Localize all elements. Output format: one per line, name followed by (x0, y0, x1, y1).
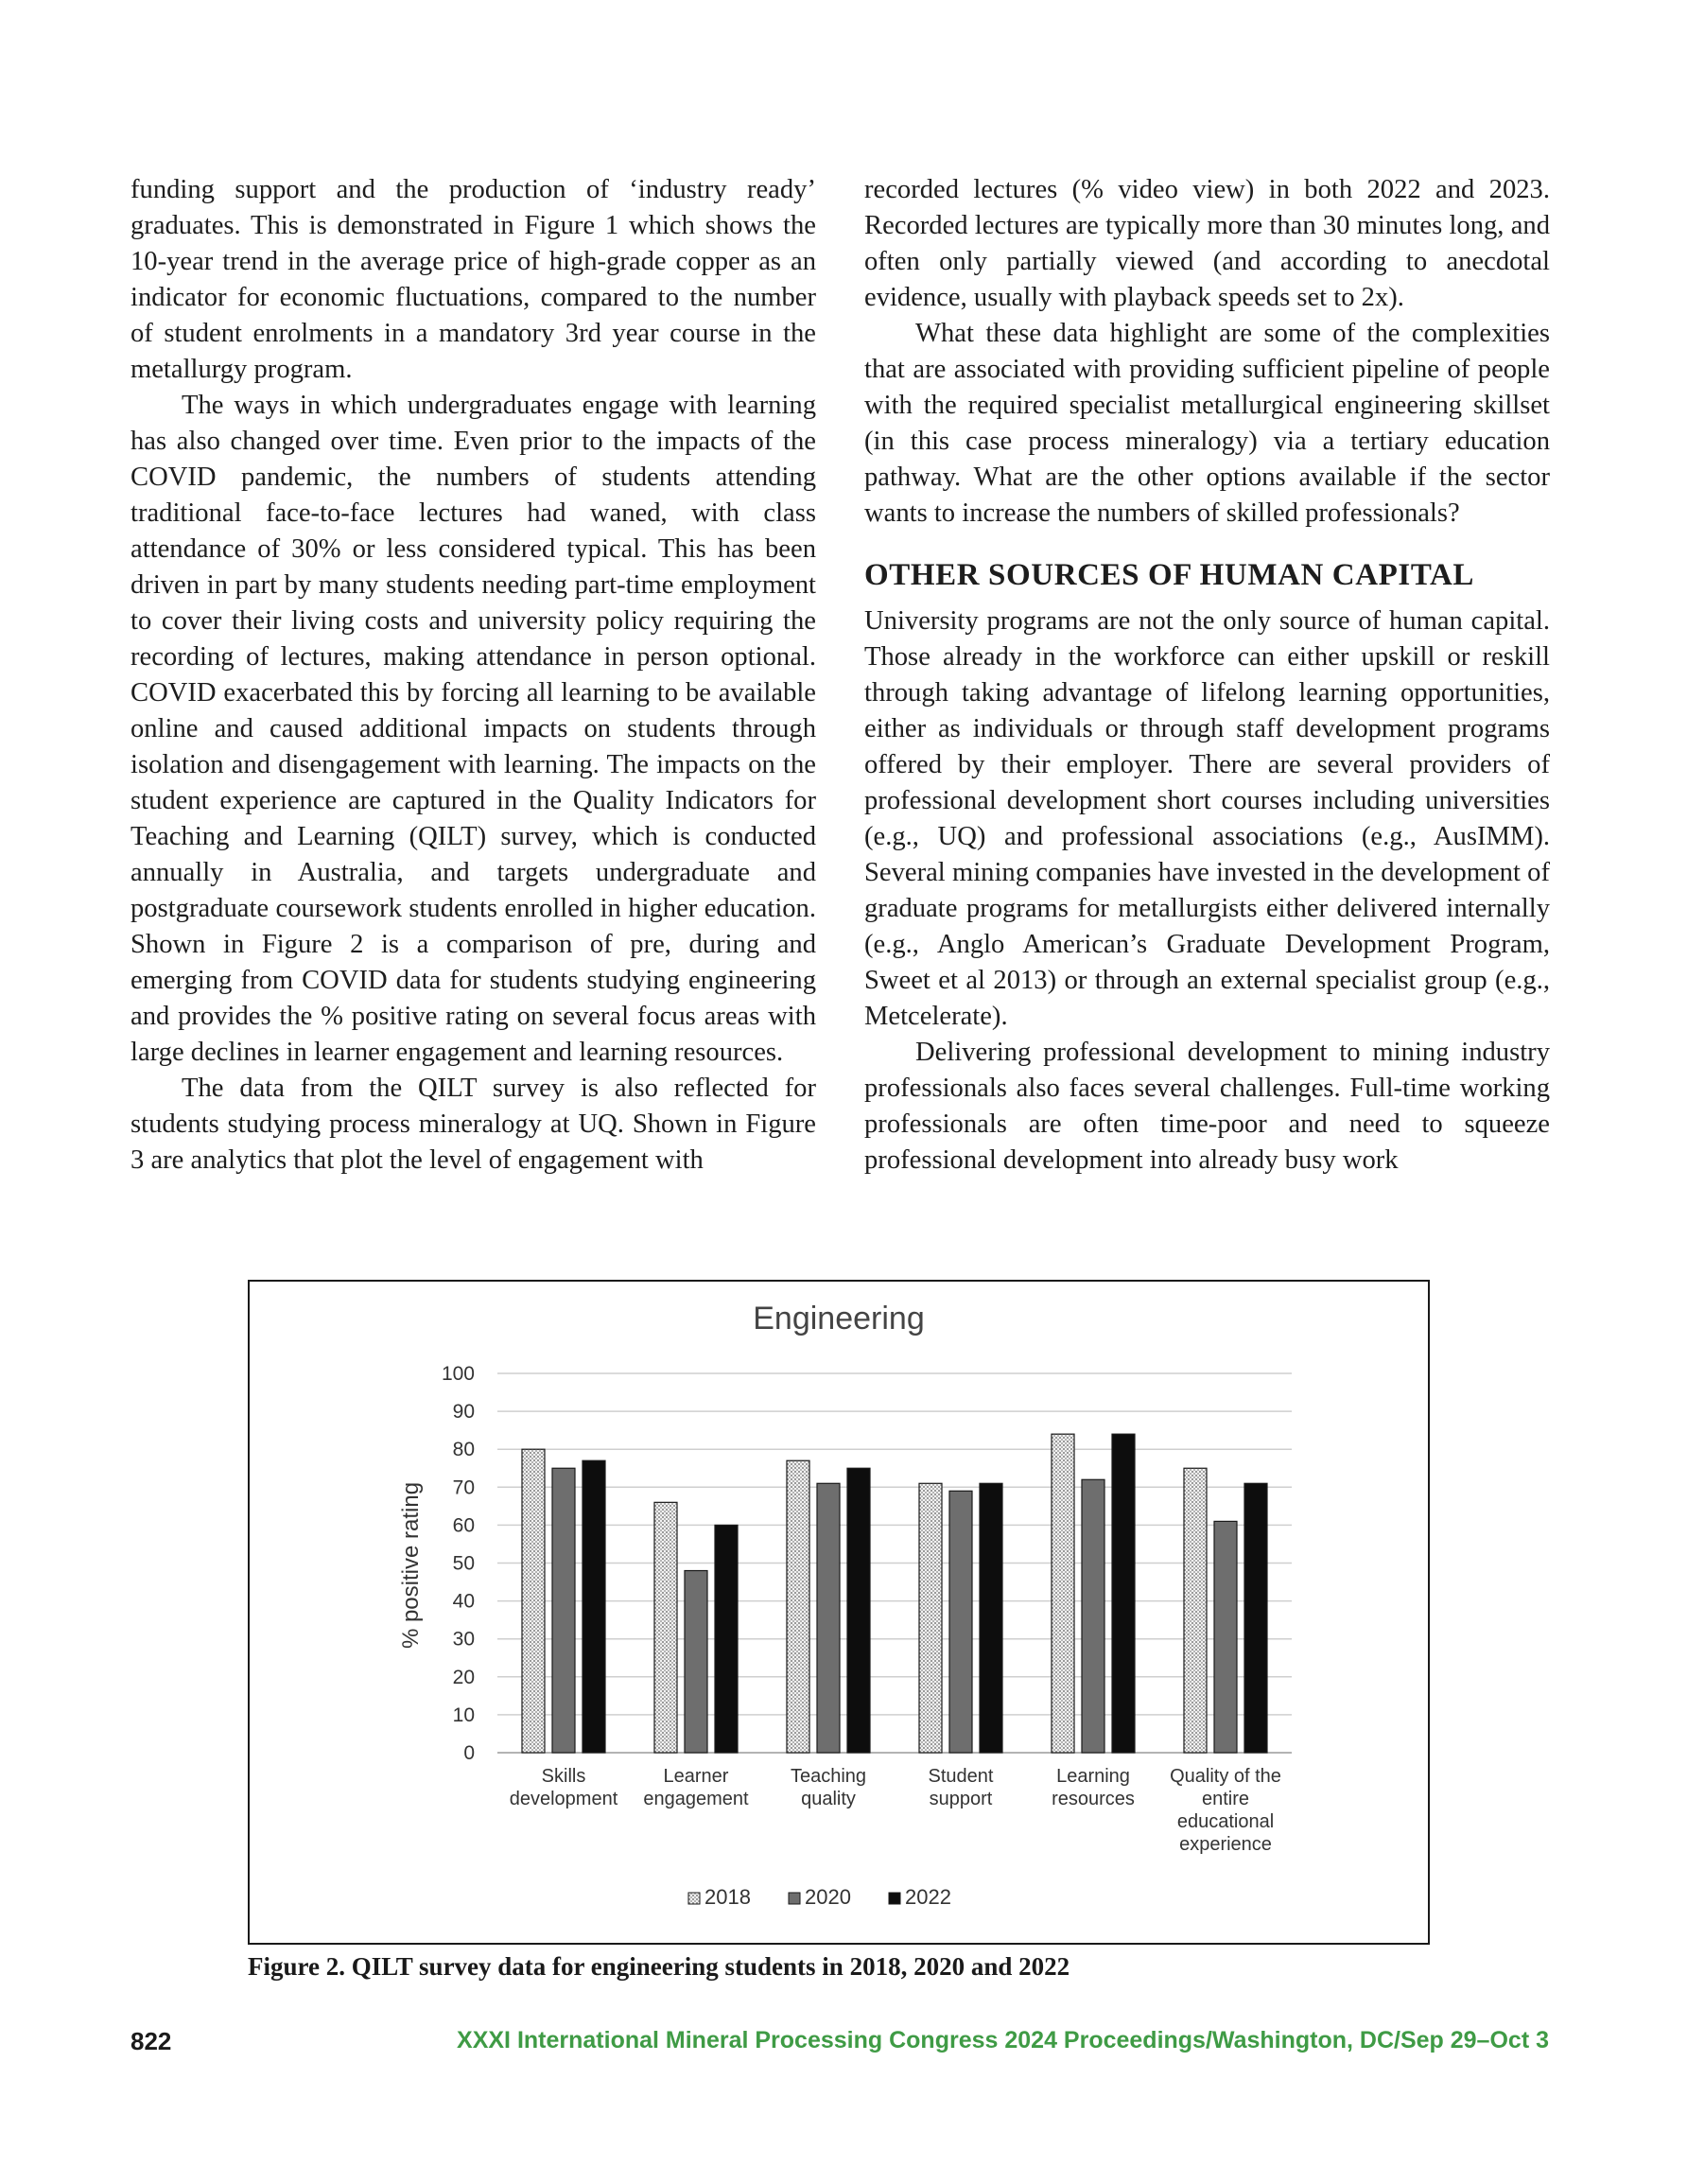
legend-label: 2020 (805, 1885, 851, 1909)
chart-title: Engineering (753, 1301, 925, 1337)
page-number: 822 (130, 2027, 172, 2055)
x-tick-label: entire (1201, 1789, 1250, 1809)
right-paragraph-3: University programs are not the only source of human capital. Those already in the workforce can either upskill or reskill through taking advantage of lifelong learning opportunities, either as individuals or through staff development programs offered by their employer. There are several providers of professional development short courses including universities (e.g., UQ) and professional associations (e.g., AusIMM). Several mining companies have invested in the development of graduate programs for metallurgists either delivered internally (e.g., Anglo American’s Graduate Development Program, Sweet et al 2013) or through an external specialist group (e.g., Metcelerate). (864, 606, 1550, 1031)
x-tick-label: educational (1176, 1811, 1275, 1832)
bar-2018 (1184, 1468, 1207, 1753)
bar-2020 (817, 1483, 840, 1753)
bar-2018 (787, 1460, 809, 1753)
x-tick-label: support (929, 1789, 993, 1809)
y-tick-label: 70 (452, 1476, 475, 1499)
bar-2022 (1244, 1483, 1267, 1753)
figure-chart-frame (248, 1280, 1430, 1945)
right-paragraph-2: What these data highlight are some of the complexities that are associated with providing sufficient pipeline of people with the required specialist metallurgical engineering skillset (in this case process mineralogy) via a tertiary education pathway. What are the other options available if the sector wants to increase the numbers of skilled professionals? (864, 319, 1550, 528)
bar-2022 (715, 1525, 738, 1753)
bar-2020 (685, 1571, 707, 1753)
conference-footer: XXXI International Mineral Processing Congress 2024 Proceedings/Washington, DC/Sep 29–Oct 3 (457, 2027, 1549, 2053)
legend-swatch-2020 (789, 1893, 800, 1904)
y-tick-label: 20 (452, 1666, 475, 1688)
x-tick-label: Skills (541, 1766, 586, 1787)
right-paragraph-1: recorded lectures (% video view) in both 2022 and 2023. Recorded lectures are typically more than 30 minutes long, and often only partially viewed (and according to anecdotal evidence, usually with playback speeds set to 2x). (864, 175, 1550, 312)
left-column (130, 172, 816, 1179)
y-tick-label: 30 (452, 1628, 475, 1651)
y-tick-label: 50 (452, 1552, 475, 1575)
bar-2018 (1052, 1434, 1074, 1753)
left-paragraph-3: The data from the QILT survey is also reflected for students studying process mineralogy at UQ. Shown in Figure 3 are analytics that plot the level of engagement with (130, 1074, 816, 1175)
x-tick-label: Learning (1056, 1766, 1130, 1787)
bar-2018 (654, 1502, 677, 1753)
x-tick-label: development (509, 1789, 618, 1809)
x-tick-label: Teaching (790, 1766, 867, 1787)
bar-2020 (1082, 1479, 1104, 1753)
section-heading: OTHER SOURCES OF HUMAN CAPITAL (864, 558, 1475, 592)
x-tick-label: experience (1179, 1834, 1272, 1855)
right-paragraph-4: Delivering professional development to mining industry professionals also faces several challenges. Full-time working professionals are often time-poor and need to squeeze professional development into already busy work (864, 1038, 1550, 1175)
x-tick-label: resources (1052, 1789, 1135, 1809)
y-tick-label: 60 (452, 1514, 475, 1537)
x-tick-label: Quality of the (1170, 1766, 1281, 1787)
bar-2022 (1112, 1434, 1135, 1753)
bar-2020 (552, 1468, 575, 1753)
x-tick-label: engagement (643, 1789, 749, 1809)
bar-2022 (583, 1460, 605, 1753)
legend-label: 2022 (905, 1885, 951, 1909)
left-paragraph-1: funding support and the production of ‘industry ready’ graduates. This is demonstrated in Figure 1 which shows the 10-year trend in the average price of high-grade copper as an indicator for economic fluctuations, compared to the number of student enrolments in a mandatory 3rd year course in the metallurgy program. (130, 175, 816, 384)
y-tick-label: 80 (452, 1439, 475, 1461)
bar-2020 (1214, 1521, 1237, 1753)
bar-2018 (522, 1449, 545, 1753)
y-tick-label: 90 (452, 1401, 475, 1424)
x-tick-label: Learner (663, 1766, 729, 1787)
bar-2022 (847, 1468, 870, 1753)
bar-2018 (919, 1483, 942, 1753)
bar-chart (250, 1282, 1428, 1943)
x-tick-label: Student (928, 1766, 994, 1787)
y-tick-label: 100 (441, 1363, 475, 1385)
y-tick-label: 0 (463, 1742, 475, 1764)
legend-swatch-2022 (889, 1893, 900, 1904)
legend-label: 2018 (704, 1885, 751, 1909)
bar-2020 (949, 1491, 972, 1753)
x-tick-label: quality (801, 1789, 856, 1809)
left-paragraph-2: The ways in which undergraduates engage with learning has also changed over time. Even prior to the impacts of the COVID pandemic, the numbers of students attending traditional face-to-face lectures had waned, with class attendance of 30% or less considered typical. This has been driven in part by many students needing part-time employment to cover their living costs and university policy requiring the recording of lectures, making attendance in person optional. COVID exacerbated this by forcing all learning to be available online and caused additional impacts on students through isolation and disengagement with learning. The impacts on the student experience are captured in the Quality Indicators for Teaching and Learning (QILT) survey, which is conducted annually in Australia, and targets undergraduate and postgraduate coursework students enrolled in higher education. Shown in Figure 2 is a comparison of pre, during and emerging from COVID data for students studying engineering and provides the % positive rating on several focus areas with large declines in learner engagement and learning resources. (130, 391, 816, 1067)
legend-swatch-2018 (688, 1893, 700, 1904)
y-axis-label: % positive rating (398, 1481, 424, 1650)
figure-caption: Figure 2. QILT survey data for engineering students in 2018, 2020 and 2022 (248, 1952, 1070, 1981)
y-tick-label: 10 (452, 1704, 475, 1726)
right-column (864, 172, 1550, 1179)
y-tick-label: 40 (452, 1590, 475, 1613)
bar-2022 (980, 1483, 1002, 1753)
